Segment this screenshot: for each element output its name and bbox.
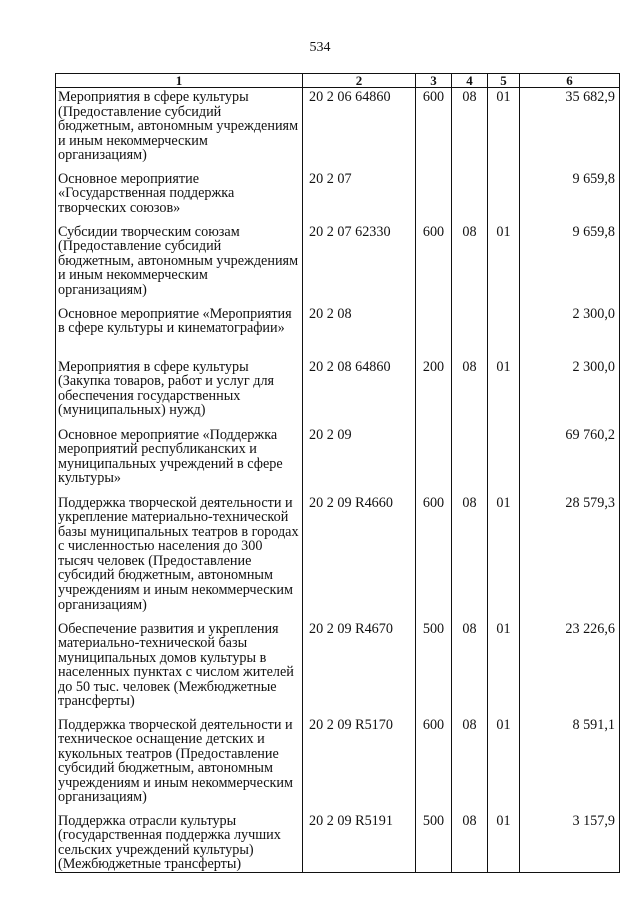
table-row bbox=[56, 494, 620, 620]
row-amount: 69 760,2 bbox=[520, 426, 620, 494]
row-name: Основное мероприятие «Государственная поддержка творческих союзов» bbox=[56, 170, 303, 223]
header-col-5: 5 bbox=[488, 74, 520, 88]
row-code: 20 2 07 62330 bbox=[303, 223, 416, 305]
row-col-4: 08 bbox=[452, 88, 488, 170]
row-col-4: 08 bbox=[452, 812, 488, 873]
row-col-3: 600 bbox=[416, 223, 452, 305]
row-col-5 bbox=[488, 305, 520, 358]
row-col-5: 01 bbox=[488, 812, 520, 873]
row-code: 20 2 09 bbox=[303, 426, 416, 494]
table-row bbox=[56, 223, 620, 305]
row-amount: 35 682,9 bbox=[520, 88, 620, 170]
row-col-4 bbox=[452, 305, 488, 358]
row-name: Основное мероприятие «Мероприятия в сфере культуры и кинематографии» bbox=[56, 305, 303, 358]
row-name: Субсидии творческим союзам (Предоставление субсидий бюджетным, автономным учреждениям и иным некоммерческим организациям) bbox=[56, 223, 303, 305]
row-col-4: 08 bbox=[452, 716, 488, 812]
table-row bbox=[56, 426, 620, 494]
row-name: Мероприятия в сфере культуры (Предоставление субсидий бюджетным, автономным учреждениям и иным некоммерческим организациям) bbox=[56, 88, 303, 170]
row-amount: 2 300,0 bbox=[520, 358, 620, 426]
row-col-5: 01 bbox=[488, 88, 520, 170]
row-col-3: 600 bbox=[416, 494, 452, 620]
header-col-3: 3 bbox=[416, 74, 452, 88]
row-col-4: 08 bbox=[452, 223, 488, 305]
header-row bbox=[56, 74, 620, 88]
header-col-1: 1 bbox=[56, 74, 303, 88]
row-amount: 23 226,6 bbox=[520, 620, 620, 716]
row-code: 20 2 09 R4670 bbox=[303, 620, 416, 716]
row-col-5: 01 bbox=[488, 620, 520, 716]
header-col-4: 4 bbox=[452, 74, 488, 88]
budget-table bbox=[55, 73, 620, 873]
row-col-3: 600 bbox=[416, 88, 452, 170]
row-col-4: 08 bbox=[452, 358, 488, 426]
row-amount: 28 579,3 bbox=[520, 494, 620, 620]
table-row bbox=[56, 620, 620, 716]
row-name: Основное мероприятие «Поддержка мероприятий республиканских и муниципальных учреждений в сфере культуры» bbox=[56, 426, 303, 494]
row-code: 20 2 09 R4660 bbox=[303, 494, 416, 620]
row-col-3: 200 bbox=[416, 358, 452, 426]
row-code: 20 2 09 R5191 bbox=[303, 812, 416, 873]
row-col-3: 500 bbox=[416, 812, 452, 873]
row-col-4 bbox=[452, 426, 488, 494]
header-col-2: 2 bbox=[303, 74, 416, 88]
row-code: 20 2 08 64860 bbox=[303, 358, 416, 426]
row-code: 20 2 06 64860 bbox=[303, 88, 416, 170]
table-row bbox=[56, 358, 620, 426]
table-row bbox=[56, 716, 620, 812]
row-col-5: 01 bbox=[488, 358, 520, 426]
table-row bbox=[56, 88, 620, 170]
row-col-5: 01 bbox=[488, 223, 520, 305]
table-row bbox=[56, 170, 620, 223]
row-col-5 bbox=[488, 426, 520, 494]
row-col-5: 01 bbox=[488, 716, 520, 812]
row-col-3 bbox=[416, 426, 452, 494]
row-amount: 9 659,8 bbox=[520, 223, 620, 305]
header-col-6: 6 bbox=[520, 74, 620, 88]
row-code: 20 2 07 bbox=[303, 170, 416, 223]
row-code: 20 2 08 bbox=[303, 305, 416, 358]
row-amount: 8 591,1 bbox=[520, 716, 620, 812]
row-col-5: 01 bbox=[488, 494, 520, 620]
row-name: Мероприятия в сфере культуры (Закупка товаров, работ и услуг для обеспечения государственных (муниципальных) нужд) bbox=[56, 358, 303, 426]
row-code: 20 2 09 R5170 bbox=[303, 716, 416, 812]
row-col-4: 08 bbox=[452, 494, 488, 620]
row-name: Поддержка творческой деятельности и укрепление материально-технической базы муниципальных театров в городах с численностью населения до 300 тысяч человек (Предоставление субсидий бюджетным, автономным учреждениям и иным некоммерческим организациям) bbox=[56, 494, 303, 620]
row-col-3 bbox=[416, 305, 452, 358]
page-number: 534 bbox=[309, 40, 331, 55]
row-name: Обеспечение развития и укрепления материально-технической базы муниципальных домов культуры в населенных пунктах с числом жителей до 50 тыс. человек (Межбюджетные трансферты) bbox=[56, 620, 303, 716]
row-col-4: 08 bbox=[452, 620, 488, 716]
row-col-3: 600 bbox=[416, 716, 452, 812]
row-amount: 2 300,0 bbox=[520, 305, 620, 358]
row-col-5 bbox=[488, 170, 520, 223]
table-row bbox=[56, 812, 620, 873]
row-name: Поддержка отрасли культуры (государственная поддержка лучших сельских учреждений культуры) (Межбюджетные трансферты) bbox=[56, 812, 303, 873]
row-col-3: 500 bbox=[416, 620, 452, 716]
row-name: Поддержка творческой деятельности и техническое оснащение детских и кукольных театров (Предоставление субсидий бюджетным, автономным учреждениям и иным некоммерческим организациям) bbox=[56, 716, 303, 812]
row-col-3 bbox=[416, 170, 452, 223]
row-col-4 bbox=[452, 170, 488, 223]
row-amount: 3 157,9 bbox=[520, 812, 620, 873]
row-amount: 9 659,8 bbox=[520, 170, 620, 223]
table-row bbox=[56, 305, 620, 358]
